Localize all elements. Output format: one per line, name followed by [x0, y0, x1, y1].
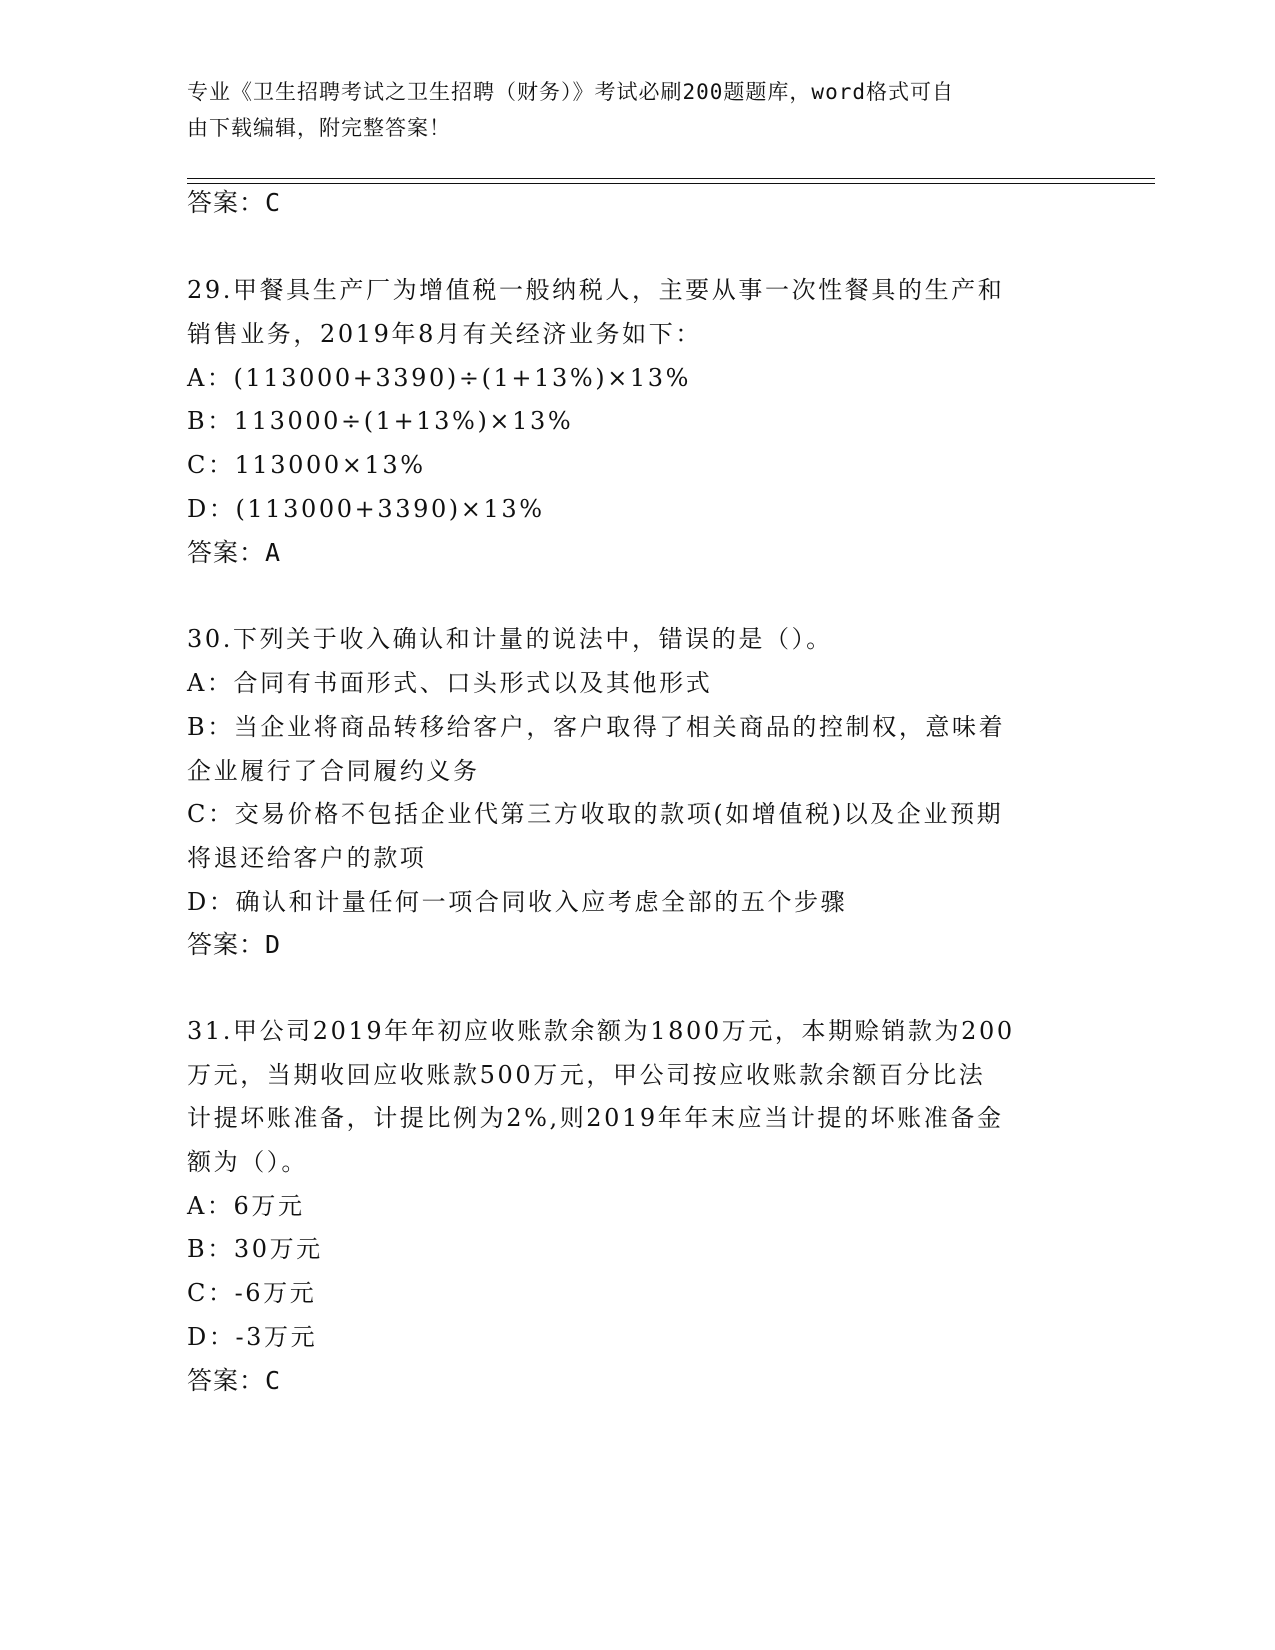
answer: 答案：A [187, 538, 282, 567]
answer: 答案：C [187, 1366, 282, 1395]
header-divider-top [187, 178, 1155, 179]
header-line-2: 由下载编辑，附完整答案！ [187, 116, 451, 140]
option-c: C：交易价格不包括企业代第三方收取的款项(如增值税)以及企业预期 [187, 800, 1004, 828]
option-b-continued: 企业履行了合同履约义务 [187, 757, 480, 785]
header-divider-bottom [187, 183, 1155, 184]
question-stem: 31.甲公司2019年年初应收账款余额为1800万元，本期赊销款为200 [187, 1017, 1015, 1045]
document-header [187, 74, 1067, 146]
header-line-1: 专业《卫生招聘考试之卫生招聘（财务）》考试必刷200题题库，word格式可自 [187, 80, 954, 104]
option-b: B：当企业将商品转移给客户，客户取得了相关商品的控制权，意味着 [187, 713, 1006, 741]
question-stem: 计提坏账准备，计提比例为2%,则2019年年末应当计提的坏账准备金 [187, 1104, 1004, 1132]
question-stem: 额为（）。 [187, 1148, 308, 1176]
option-d: D：(113000+3390)×13% [187, 495, 545, 523]
question-stem: 29.甲餐具生产厂为增值税一般纳税人，主要从事一次性餐具的生产和 [187, 276, 1005, 304]
option-d: D：确认和计量任何一项合同收入应考虑全部的五个步骤 [187, 888, 848, 916]
option-c: C：113000×13% [187, 451, 426, 479]
previous-answer: 答案：C [187, 188, 282, 217]
option-b: B：113000÷(1+13%)×13% [187, 407, 574, 435]
option-c: C：-6万元 [187, 1279, 317, 1307]
option-d: D：-3万元 [187, 1323, 318, 1351]
option-a: A：6万元 [187, 1192, 305, 1220]
option-b: B：30万元 [187, 1235, 323, 1263]
question-stem: 销售业务，2019年8月有关经济业务如下： [187, 320, 702, 348]
option-a: A：合同有书面形式、口头形式以及其他形式 [187, 669, 713, 697]
question-stem: 30.下列关于收入确认和计量的说法中，错误的是（）。 [187, 625, 833, 653]
option-a: A：(113000+3390)÷(1+13%)×13% [187, 364, 692, 392]
answer: 答案：D [187, 930, 282, 959]
question-stem: 万元，当期收回应收账款500万元，甲公司按应收账款余额百分比法 [187, 1061, 986, 1089]
option-c-continued: 将退还给客户的款项 [187, 844, 427, 872]
